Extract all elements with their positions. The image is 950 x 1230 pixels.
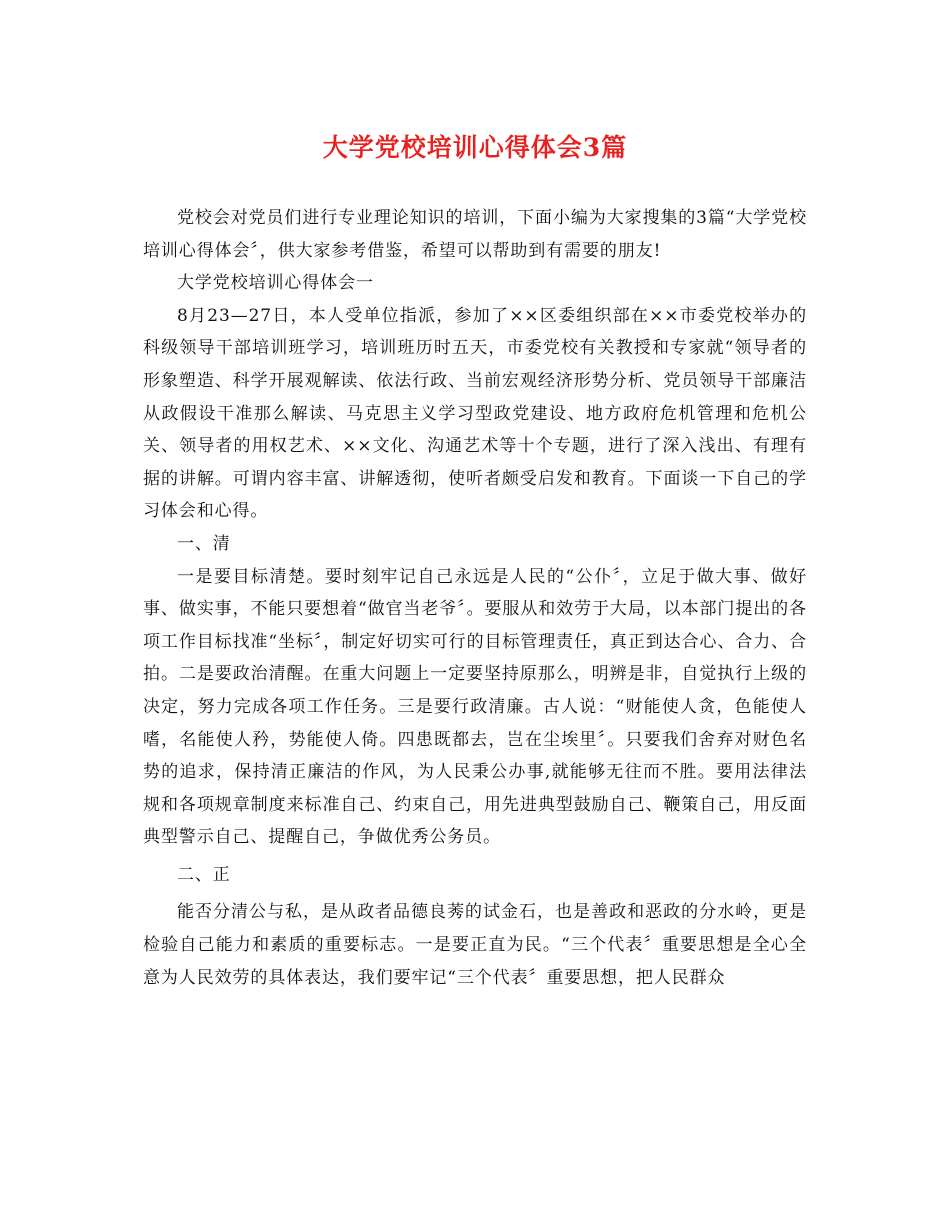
document-title: 大学党校培训心得体会3篇 (322, 133, 628, 162)
section-heading-zheng: 二、正 (177, 864, 231, 885)
section-heading-experience-one: 大学党校培训心得体会一 (177, 273, 374, 294)
section-heading-qing: 一、清 (177, 533, 231, 554)
intro-paragraph: 党校会对党员们进行专业理论知识的培训，下面小编为大家搜集的3篇“大学党校培训心得体会〞，供大家参考借鉴，希望可以帮助到有需要的朋友! (143, 208, 807, 261)
qing-paragraph: 一是要目标清楚。要时刻牢记自己永远是人民的“公仆〞，立足于做大事、做好事、做实事，不能只要想着“做官当老爷〞。要服从和效劳于大局，以本部门提出的各项工作目标找准“坐标〞，制定好切实可行的目标管理责任，真正到达合心、合力、合拍。二是要政治清醒。在重大问题上一定要坚持原那么，明辨是非，自觉执行上级的决定，努力完成各项工作任务。三是要行政清廉。古人说：“财能使人贪，色能使人嗜，名能使人矜，势能使人倚。四患既都去，岂在尘埃里〞。只要我们舍弃对财色名势的追求，保持清正廉洁的作风，为人民秉公办事,就能够无往而不胜。要用法律法规和各项规章制度来标准自己、约束自己，用先进典型鼓励自己、鞭策自己，用反面典型警示自己、提醒自己，争做优秀公务员。 (143, 566, 807, 848)
document-body (143, 202, 807, 994)
training-paragraph: 8月23—27日，本人受单位指派，参加了××区委组织部在××市委党校举办的科级领导干部培训班学习，培训班历时五天，市委党校有关教授和专家就“领导者的形象塑造、科学开展观解读、依法行政、当前宏观经济形势分析、党员领导干部廉洁从政假设干准那么解读、马克思主义学习型政党建设、地方政府危机管理和危机公关、领导者的用权艺术、××文化、沟通艺术等十个专题，进行了深入浅出、有理有据的讲解。可谓内容丰富、讲解透彻，使听者颇受启发和教育。下面谈一下自己的学习体会和心得。 (143, 305, 807, 522)
zheng-paragraph: 能否分清公与私，是从政者品德良莠的试金石，也是善政和恶政的分水岭，更是检验自己能力和素质的重要标志。一是要正直为民。“三个代表〞重要思想是全心全意为人民效劳的具体表达，我们要牢记“三个代表〞重要思想，把人民群众 (143, 902, 807, 988)
